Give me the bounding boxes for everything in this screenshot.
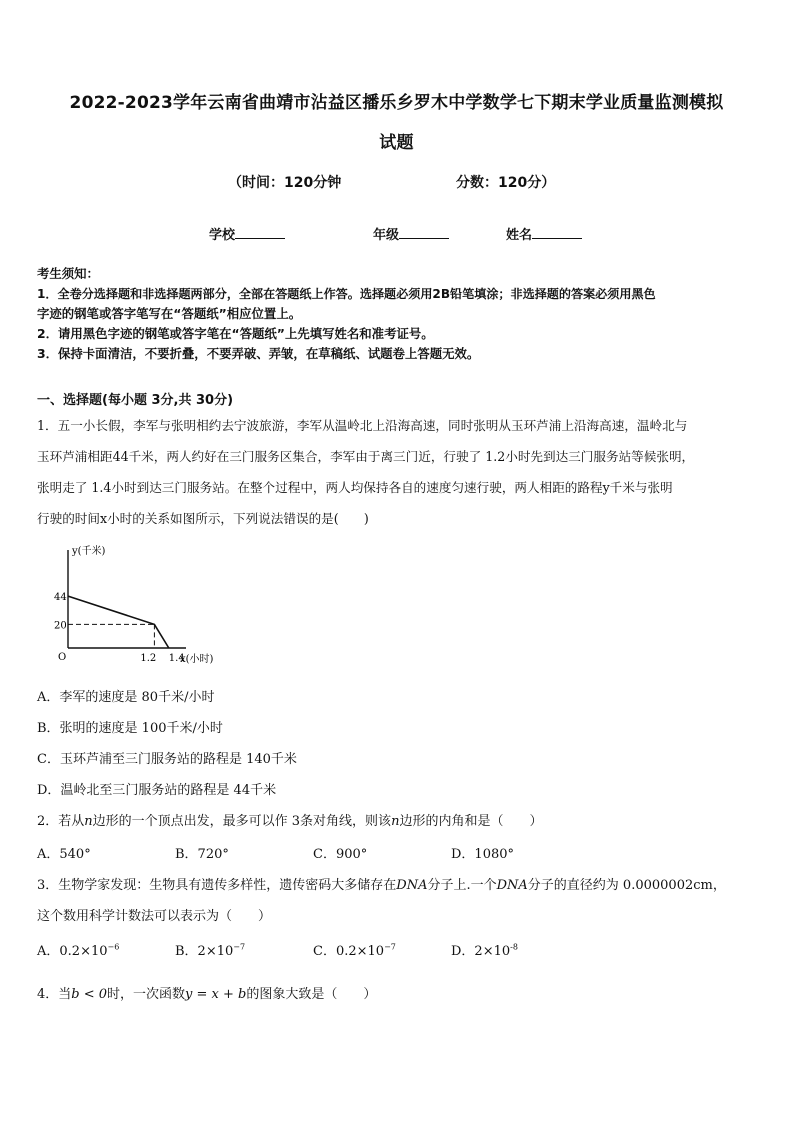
q4-cond: b < 0 [71,987,108,1002]
q3-b-base: B．2×10 [175,944,234,959]
q1-line-3: 张明走了 1.4小时到达三门服务站。在整个过程中，两人均保持各自的速度匀速行驶，两人相距的路程y千米与张明 [37,480,673,495]
q3-c-base: C．0.2×10 [313,944,385,959]
y-tick-label: 44 [54,592,67,604]
notice-item-2: 2．请用黑色字迹的钢笔或答字笔在“答题纸”上先填写姓名和准考证号。 [37,326,434,341]
q3-a-base: A．0.2×10 [37,944,108,959]
q1-option-d[interactable]: D．温岭北至三门服务站的路程是 44千米 [37,783,277,798]
notice-item-1b: 字迹的钢笔或答字笔写在“答题纸”相应位置上。 [37,306,302,321]
q2-option-d[interactable]: D．1080° [451,847,515,862]
q3-d-base: D．2×10 [451,944,511,959]
q2-option-a[interactable]: A．540° [37,847,91,862]
question-1 [37,410,757,534]
q2-option-b[interactable]: B．720° [175,847,229,862]
q3-unit: cm [693,878,713,893]
q4-stem-b: 时，一次函数 [107,987,186,1002]
q1-line-2: 玉环芦浦相距44千米，两人约好在三门服务区集合，李军由于离三门近，行驶了 1.2小时先到达三门服务站等候张明， [37,449,695,464]
q3-option-c[interactable] [313,940,396,959]
q3-dna: DNA [396,878,428,893]
q3-stem-a: 3．生物学家发现：生物具有遗传多样性，遗传密码大多储存在 [37,878,397,893]
y-tick-label: 20 [54,620,67,632]
q3-option-d[interactable] [451,940,518,959]
q2-stem-b: 边形的一个顶点出发，最多可以作 3条对角线，则该 [92,814,392,829]
name-blank[interactable] [532,226,582,239]
q3-stem-b: 分子上.一个 [427,878,497,893]
q3-dna-2: DNA [496,878,528,893]
y-axis-label: y(千米) [72,546,106,557]
q4-stem-c: 的图象大致是（ ） [246,987,377,1002]
school-blank[interactable] [235,226,285,239]
exam-score: 分数：120分） [456,175,556,191]
notice-block [37,264,757,364]
q1-option-a[interactable]: A．李军的速度是 80千米/小时 [37,690,215,705]
origin-label: O [58,652,67,663]
q4-stem-a: 4．当 [37,987,72,1002]
q3-stem-c: 分子的直径约为 0.0000002 [527,878,694,893]
question-2-stem [37,810,542,829]
q1-option-b[interactable]: B．张明的速度是 100千米/小时 [37,721,223,736]
q1-option-c[interactable]: C．玉环芦浦至三门服务站的路程是 140千米 [37,752,297,767]
q2-stem-a: 2．若从 [37,814,85,829]
q1-line-1: 1．五一小长假，李军与张明相约去宁波旅游，李军从温岭北上沿海高速，同时张明从玉环芦浦上沿海高速，温岭北与 [37,418,688,433]
exam-title-line1: 2022-2023学年云南省曲靖市沾益区播乐乡罗木中学数学七下期末学业质量监测模拟 [69,93,724,113]
q3-a-exp: −6 [107,942,120,952]
q2-stem-c: 边形的内角和是（ ） [399,814,543,829]
q3-b-exp: −7 [233,942,246,952]
distance-line [68,596,169,648]
q2-var-n-2: n [391,814,400,829]
q1-chart [48,540,228,670]
q2-option-c[interactable]: C．900° [313,847,368,862]
notice-item-3: 3．保持卡面清洁，不要折叠，不要弄破、弄皱，在草稿纸、试题卷上答题无效。 [37,346,480,361]
exam-title-line2: 试题 [379,133,414,153]
grade-field[interactable] [373,224,449,243]
notice-heading: 考生须知： [37,266,99,281]
q3-option-a[interactable] [37,940,119,959]
x-tick-label: 1.4 [168,653,185,664]
section-heading: 一、选择题(每小题 3分,共 30分) [37,393,234,408]
grade-label: 年级 [373,228,400,243]
school-label: 学校 [209,228,236,243]
question-3-stem [37,874,757,893]
x-axis-label: x(小时) [180,654,214,665]
name-label: 姓名 [506,228,533,243]
q1-line-4: 行驶的时间x小时的关系如图所示，下列说法错误的是( ) [37,511,369,526]
q3-stem-d: ， [712,878,726,893]
exam-time: （时间：120分钟 [228,175,342,191]
x-tick-label: 1.2 [140,653,157,664]
question-4-stem [37,983,376,1002]
school-field[interactable] [209,224,285,243]
name-field[interactable] [506,224,582,243]
q3-d-exp: -8 [510,942,518,952]
grade-blank[interactable] [399,226,449,239]
q4-func: y = x + b [185,987,247,1002]
notice-item-1a: 1．全卷分选择题和非选择题两部分，全部在答题纸上作答。选择题必须用2B铅笔填涂；非选择题的答案必须用黑色 [37,287,656,301]
q2-var-n: n [84,814,93,829]
q3-line-2: 这个数用科学计数法可以表示为（ ） [37,909,272,924]
q3-c-exp: −7 [384,942,396,952]
q3-option-b[interactable] [175,940,245,959]
